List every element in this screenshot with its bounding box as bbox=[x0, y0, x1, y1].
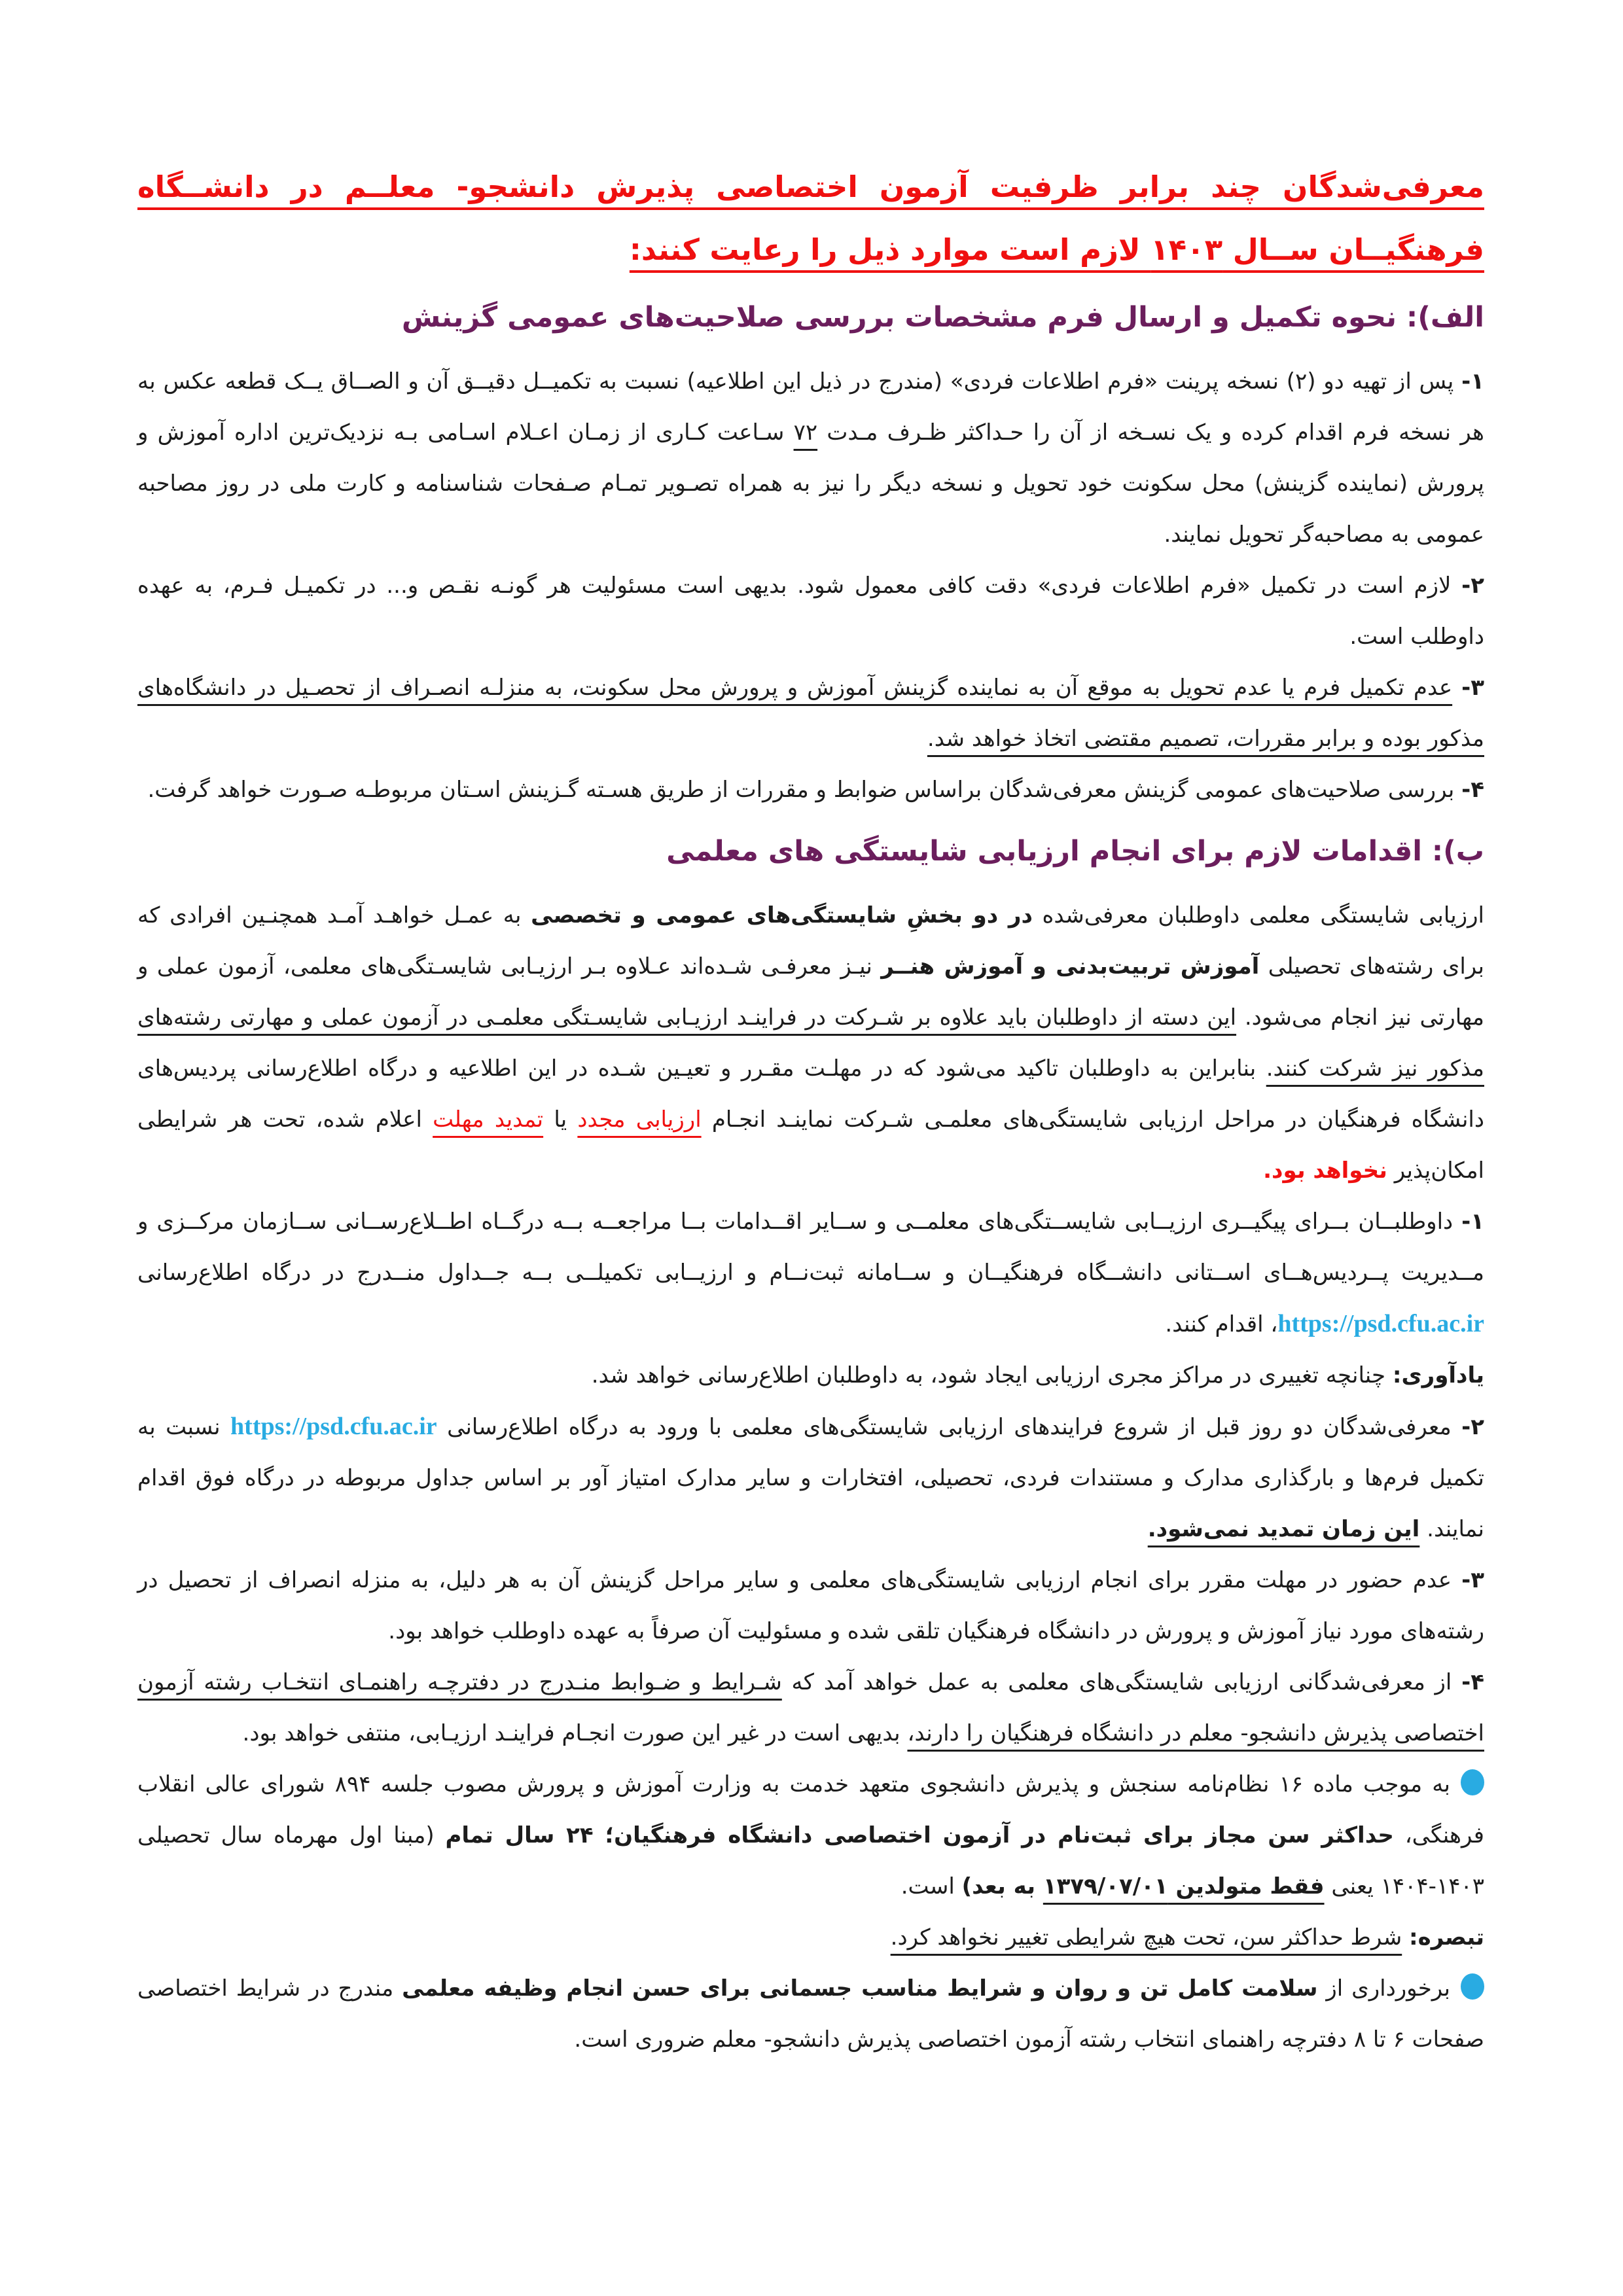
text-segment: ، اقدام کنند. bbox=[1165, 1311, 1278, 1337]
section-b-heading bbox=[137, 830, 1484, 873]
bullet-icon bbox=[1461, 1973, 1484, 2000]
text-segment: عدم تکمیل فرم یا عدم تحویل به موقع آن به نماینده گزینش آموزش و پرورش محل سکونت، به منزلـه انصـراف از تحصـیل در دانشگاه‌های مذکور بوده و برابر مقررات، تصمیم مقتضی اتخاذ خواهد شد. bbox=[137, 675, 1484, 752]
text-segment: یا bbox=[543, 1106, 578, 1133]
text-segment: مندرج در شرایط اختصاصی صفحات ۶ تا ۸ دفترچه راهنمای انتخاب رشته آزمون اختصاصی پذیرش دانشجو- معلم ضروری است. bbox=[137, 1975, 1484, 2053]
text-segment: (مبنا اول مهرماه سال تحصیلی ۱۴۰۳-۱۴۰۴ یعنی bbox=[137, 1822, 1484, 1899]
text-segment: فقط متولدین ۱۳۷۹/۰۷/۰۱ bbox=[1043, 1873, 1325, 1899]
item-b-2 bbox=[137, 1401, 1484, 1555]
text-segment: برخورداری از bbox=[1317, 1975, 1450, 2002]
text-segment: نیـز معرفـی شـده‌اند عـلاوه بـر ارزیـابی شایسـتگی‌های معلمی، آزمون عملی و مهارتی نیز انجام می‌شود. bbox=[137, 953, 1484, 1031]
text-segment: ب): اقدامات لازم برای انجام ارزیابی شایستگی های معلمی bbox=[666, 835, 1484, 868]
section-b-intro bbox=[137, 890, 1484, 1196]
text-segment: این دسته از داوطلبان باید علاوه بر شـرکت در فراینـد ارزیـابی شایسـتگی معلمـی در آزمون عملی و مهارتی رشته‌های مذکور نیز شرکت کنند. bbox=[137, 1004, 1484, 1082]
text-segment: معرفی‌شدگان چند برابر ظرفیت آزمون اختصاصی پذیرش دانشجو- معلــم در دانشــگاه فرهنگیــان ســال ۱۴۰۳ لازم است موارد ذیل را رعایت کنند: bbox=[137, 169, 1484, 267]
text-segment: یادآوری: bbox=[1392, 1362, 1484, 1388]
text-segment: بدیهی است در غیر این صورت انجـام فراینـد ارزیـابی، منتفی خواهد بود. bbox=[242, 1720, 908, 1746]
text-segment: از معرفی‌شدگانی ارزیابی شایستگی‌های معلمی به عمل خواهد آمد که bbox=[781, 1669, 1462, 1695]
text-segment: به موجب ماده ۱۶ نظام‌نامه سنجش و پذیرش دانشجوی متعهد خدمت به وزارت آموزش و پرورش مصوب جلسه ۸۹۴ شورای عالی انقلاب فرهنگی، bbox=[137, 1771, 1484, 1848]
item-a-3 bbox=[137, 662, 1484, 764]
text-segment: سلامت کامل تن و روان و شرایط مناسب جسمانی برای حسن انجام وظیفه معلمی bbox=[402, 1975, 1318, 2002]
text-segment: پس از تهیه دو (۲) نسخه پرینت «فرم اطلاعات فردی» (مندرج در ذیل این اطلاعیه) نسبت به تکمیــل دقیــق آن و الصــاق یــک قطعه عکس به هر نسخه فرم اقدام کرده و یک نسـخه از آن را حـداکثر ظـرف مـدت bbox=[137, 368, 1484, 446]
text-segment: ۴- bbox=[1461, 1669, 1484, 1695]
text-segment: نسبت به تکمیل فرم‌ها و بارگذاری مدارک و مستندات فردی، تحصیلی، افتخارات و سایر مدارک امتیاز آور بر اساس جداول مربوطه در درگاه فوق اقدام نمایند. bbox=[137, 1414, 1484, 1542]
text-segment: است. bbox=[901, 1873, 962, 1899]
text-segment: سـاعت کـاری از زمـان اعـلام اسـامی بـه نزدیک‌ترین اداره آموزش و پرورش (نماینده گزینش) محل سکونت خود تحویل و نسخه دیگر را نیز به همراه تصـویر تمـام صـفحات شناسنامه و کارت ملی در روز مصاحبه عمومی به مصاحبه‌گر تحویل نمایند. bbox=[137, 419, 1484, 548]
text-segment bbox=[1402, 1924, 1409, 1951]
text-segment: شرط حداکثر سن، تحت هیچ شرایطی تغییر نخواهد کرد. bbox=[890, 1924, 1402, 1951]
text-segment: ارزیابی شایستگی معلمی داوطلبان معرفی‌شده bbox=[1032, 902, 1484, 928]
text-segment: ۲- bbox=[1461, 1414, 1484, 1440]
document-body bbox=[137, 156, 1484, 2065]
text-segment: بنابراین به داوطلبان تاکید می‌شود که در مهلـت مقـرر و تعیـین شـده در این اطلاعیه و درگاه اطلاع‌رسانی پردیس‌های دانشگاه فرهنگیان در مراحل ارزیابی شایستگی‌های معلمـی شـرکت نماینـد انجـام bbox=[137, 1055, 1485, 1133]
item-b-3 bbox=[137, 1555, 1484, 1657]
text-segment: در دو بخشِ شایستگی‌های عمومی و تخصصی bbox=[531, 902, 1033, 928]
item-b-4 bbox=[137, 1657, 1484, 1759]
text-segment: تبصره: bbox=[1409, 1924, 1484, 1951]
text-segment: چنانچه تغییری در مراکز مجری ارزیابی ایجاد شود، به داوطلبان اطلاع‌رسانی خواهد شد. bbox=[591, 1362, 1393, 1388]
text-segment: بررسی صلاحیت‌های عمومی گزینش معرفی‌شدگان براساس ضوابط و مقررات از طریق هسـته گـزینش اسـتان مربوطـه صـورت خواهد گرفت. bbox=[147, 777, 1462, 803]
text-segment: آموزش تربیت‌بدنی و آموزش هنــر bbox=[881, 953, 1260, 980]
text-segment: ارزیابی مجدد bbox=[577, 1106, 702, 1133]
text-segment: ۳- bbox=[1461, 675, 1484, 701]
text-segment: شـرایط و ضـوابط منـدرج در دفترچـه راهنمـای انتخـاب رشته آزمون اختصاصی پذیرش دانشجو- معلم در دانشگاه فرهنگیان را دارند، bbox=[137, 1669, 1484, 1746]
text-segment: ۱- bbox=[1461, 1209, 1484, 1235]
text-segment: عدم حضور در مهلت مقرر برای انجام ارزیابی شایستگی‌های معلمی و سایر مراحل گزینش آن به هر دلیل، به منزله انصراف از تحصیل در رشته‌های مورد نیاز آموزش و پرورش در دانشگاه فرهنگیان تلقی شده و مسئولیت آن صرفاً به عهده داوطلب خواهد بود. bbox=[137, 1567, 1484, 1644]
text-segment: ۷۲ bbox=[793, 419, 818, 446]
item-a-2 bbox=[137, 560, 1484, 662]
doc-title bbox=[137, 156, 1484, 281]
text-segment: حداکثر سن مجاز برای ثبت‌نام در آزمون اختصاصی دانشگاه فرهنگیان؛ ۲۴ سال تمام bbox=[445, 1822, 1394, 1848]
item-b-1 bbox=[137, 1196, 1484, 1350]
text-segment: ۳- bbox=[1461, 1567, 1484, 1593]
item-a-1 bbox=[137, 356, 1484, 560]
text-segment: به عمـل خواهـد آمـد همچنـین افرادی که برای رشته‌های تحصیلی bbox=[137, 902, 1484, 980]
text-segment: اعلام شده، تحت هر شرایطی امکان‌پذیر bbox=[137, 1106, 1484, 1184]
text-segment: این زمان تمدید نمی‌شود. bbox=[1147, 1516, 1420, 1542]
text-segment bbox=[1452, 675, 1461, 701]
text-segment: نخواهد بود. bbox=[1263, 1157, 1387, 1184]
text-segment: تمدید مهلت bbox=[433, 1106, 544, 1133]
reminder-note bbox=[137, 1350, 1484, 1401]
health-bullet bbox=[137, 1963, 1484, 2065]
text-segment: ۱- bbox=[1461, 368, 1484, 395]
section-a-heading bbox=[137, 296, 1484, 339]
portal-url-link[interactable]: https://psd.cfu.ac.ir bbox=[230, 1413, 437, 1440]
text-segment: داوطلبــان بــرای پیگیــری ارزیــابی شایســتگی‌های معلمــی و ســایر اقــدامات بــا مراجعــه بــه درگــاه اطــلاع‌رســانی ســازمان مرکــزی و مــدیریت پــردیس‌هــای اســتانی دانشــگاه فرهنگیــان و ســامانه ثبت‌نــام و ارزیــابی تکمیلــی بــه جــداول منــدرج در درگاه اطلاع‌رسانی bbox=[137, 1209, 1484, 1286]
text-segment: ۴- bbox=[1461, 777, 1484, 803]
bullet-icon bbox=[1461, 1769, 1484, 1795]
text-segment: به بعد) bbox=[961, 1873, 1043, 1899]
text-segment: الف): نحوه تکمیل و ارسال فرم مشخصات بررسی صلاحیت‌های عمومی گزینش bbox=[401, 301, 1484, 334]
item-a-4 bbox=[137, 764, 1484, 815]
portal-url-link[interactable]: https://psd.cfu.ac.ir bbox=[1277, 1310, 1484, 1337]
text-segment: لازم است در تکمیل «فرم اطلاعات فردی» دقت کافی معمول شود. بدیهی است مسئولیت هر گونـه نقـص و... در تکمیـل فـرم، به عهده داوطلب است. bbox=[137, 573, 1484, 650]
text-segment: ۲- bbox=[1461, 573, 1484, 599]
age-limit-note bbox=[137, 1912, 1484, 1963]
text-segment: معرفی‌شدگان دو روز قبل از شروع فرایندهای ارزیابی شایستگی‌های معلمی با ورود به درگاه اطلاع‌رسانی bbox=[437, 1414, 1462, 1440]
age-limit-bullet bbox=[137, 1759, 1484, 1912]
